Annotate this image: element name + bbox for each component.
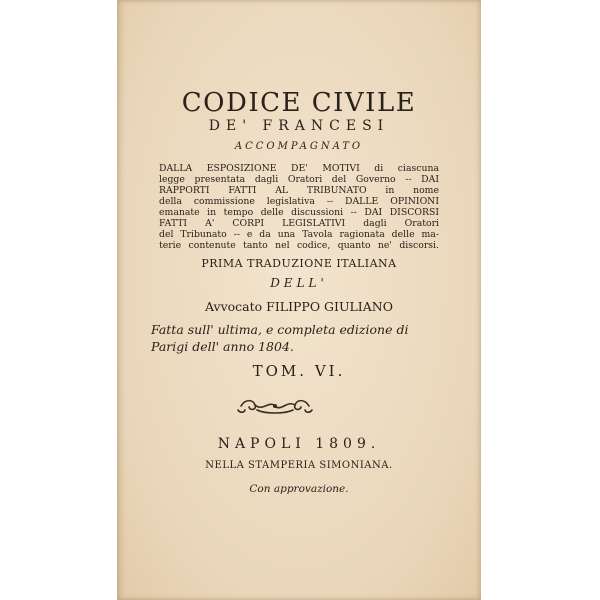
printer-ornament-icon: [235, 396, 315, 416]
description-line: DALLA ESPOSIZIONE DE' MOTIVI di ciascuna: [159, 163, 439, 174]
place-and-year: NAPOLI 1809.: [217, 436, 381, 452]
volume-number: TOM. VI.: [252, 362, 346, 380]
description-line: del Tribunato -- e da una Tavola ragionata delle ma-: [159, 229, 439, 240]
description-line: FATTI A' CORPI LEGISLATIVI dagli Oratori: [159, 218, 439, 229]
description-line: terie contenute tanto nel codice, quanto ne' discorsi.: [159, 240, 439, 251]
accompagnato-line: ACCOMPAGNATO: [234, 141, 364, 152]
description-line: emanate in tempo delle discussioni -- DAI DISCORSI: [159, 207, 439, 218]
del-line: DELL': [270, 276, 328, 290]
printer-line: NELLA STAMPERIA SIMONIANA.: [205, 460, 393, 471]
book-title: CODICE CIVILE: [181, 88, 417, 118]
description-line: RAPPORTI FATTI AL TRIBUNATO in nome: [159, 185, 439, 196]
translation-line: PRIMA TRADUZIONE ITALIANA: [201, 257, 397, 270]
description-line: legge presentata dagli Oratori del Governo -- DAI: [159, 174, 439, 185]
book-subtitle: DE' FRANCESI: [208, 118, 390, 134]
edition-line: Fatta sull' ultima, e completa edizione di: [151, 322, 409, 337]
title-page: [117, 0, 481, 600]
author-line: Avvocato FILIPPO GIULIANO: [205, 299, 393, 314]
description-line: della commissione legislativa -- DALLE OPINIONI: [159, 196, 439, 207]
edition-line: Parigi dell' anno 1804.: [151, 339, 294, 354]
approval-line: Con approvazione.: [249, 483, 349, 495]
